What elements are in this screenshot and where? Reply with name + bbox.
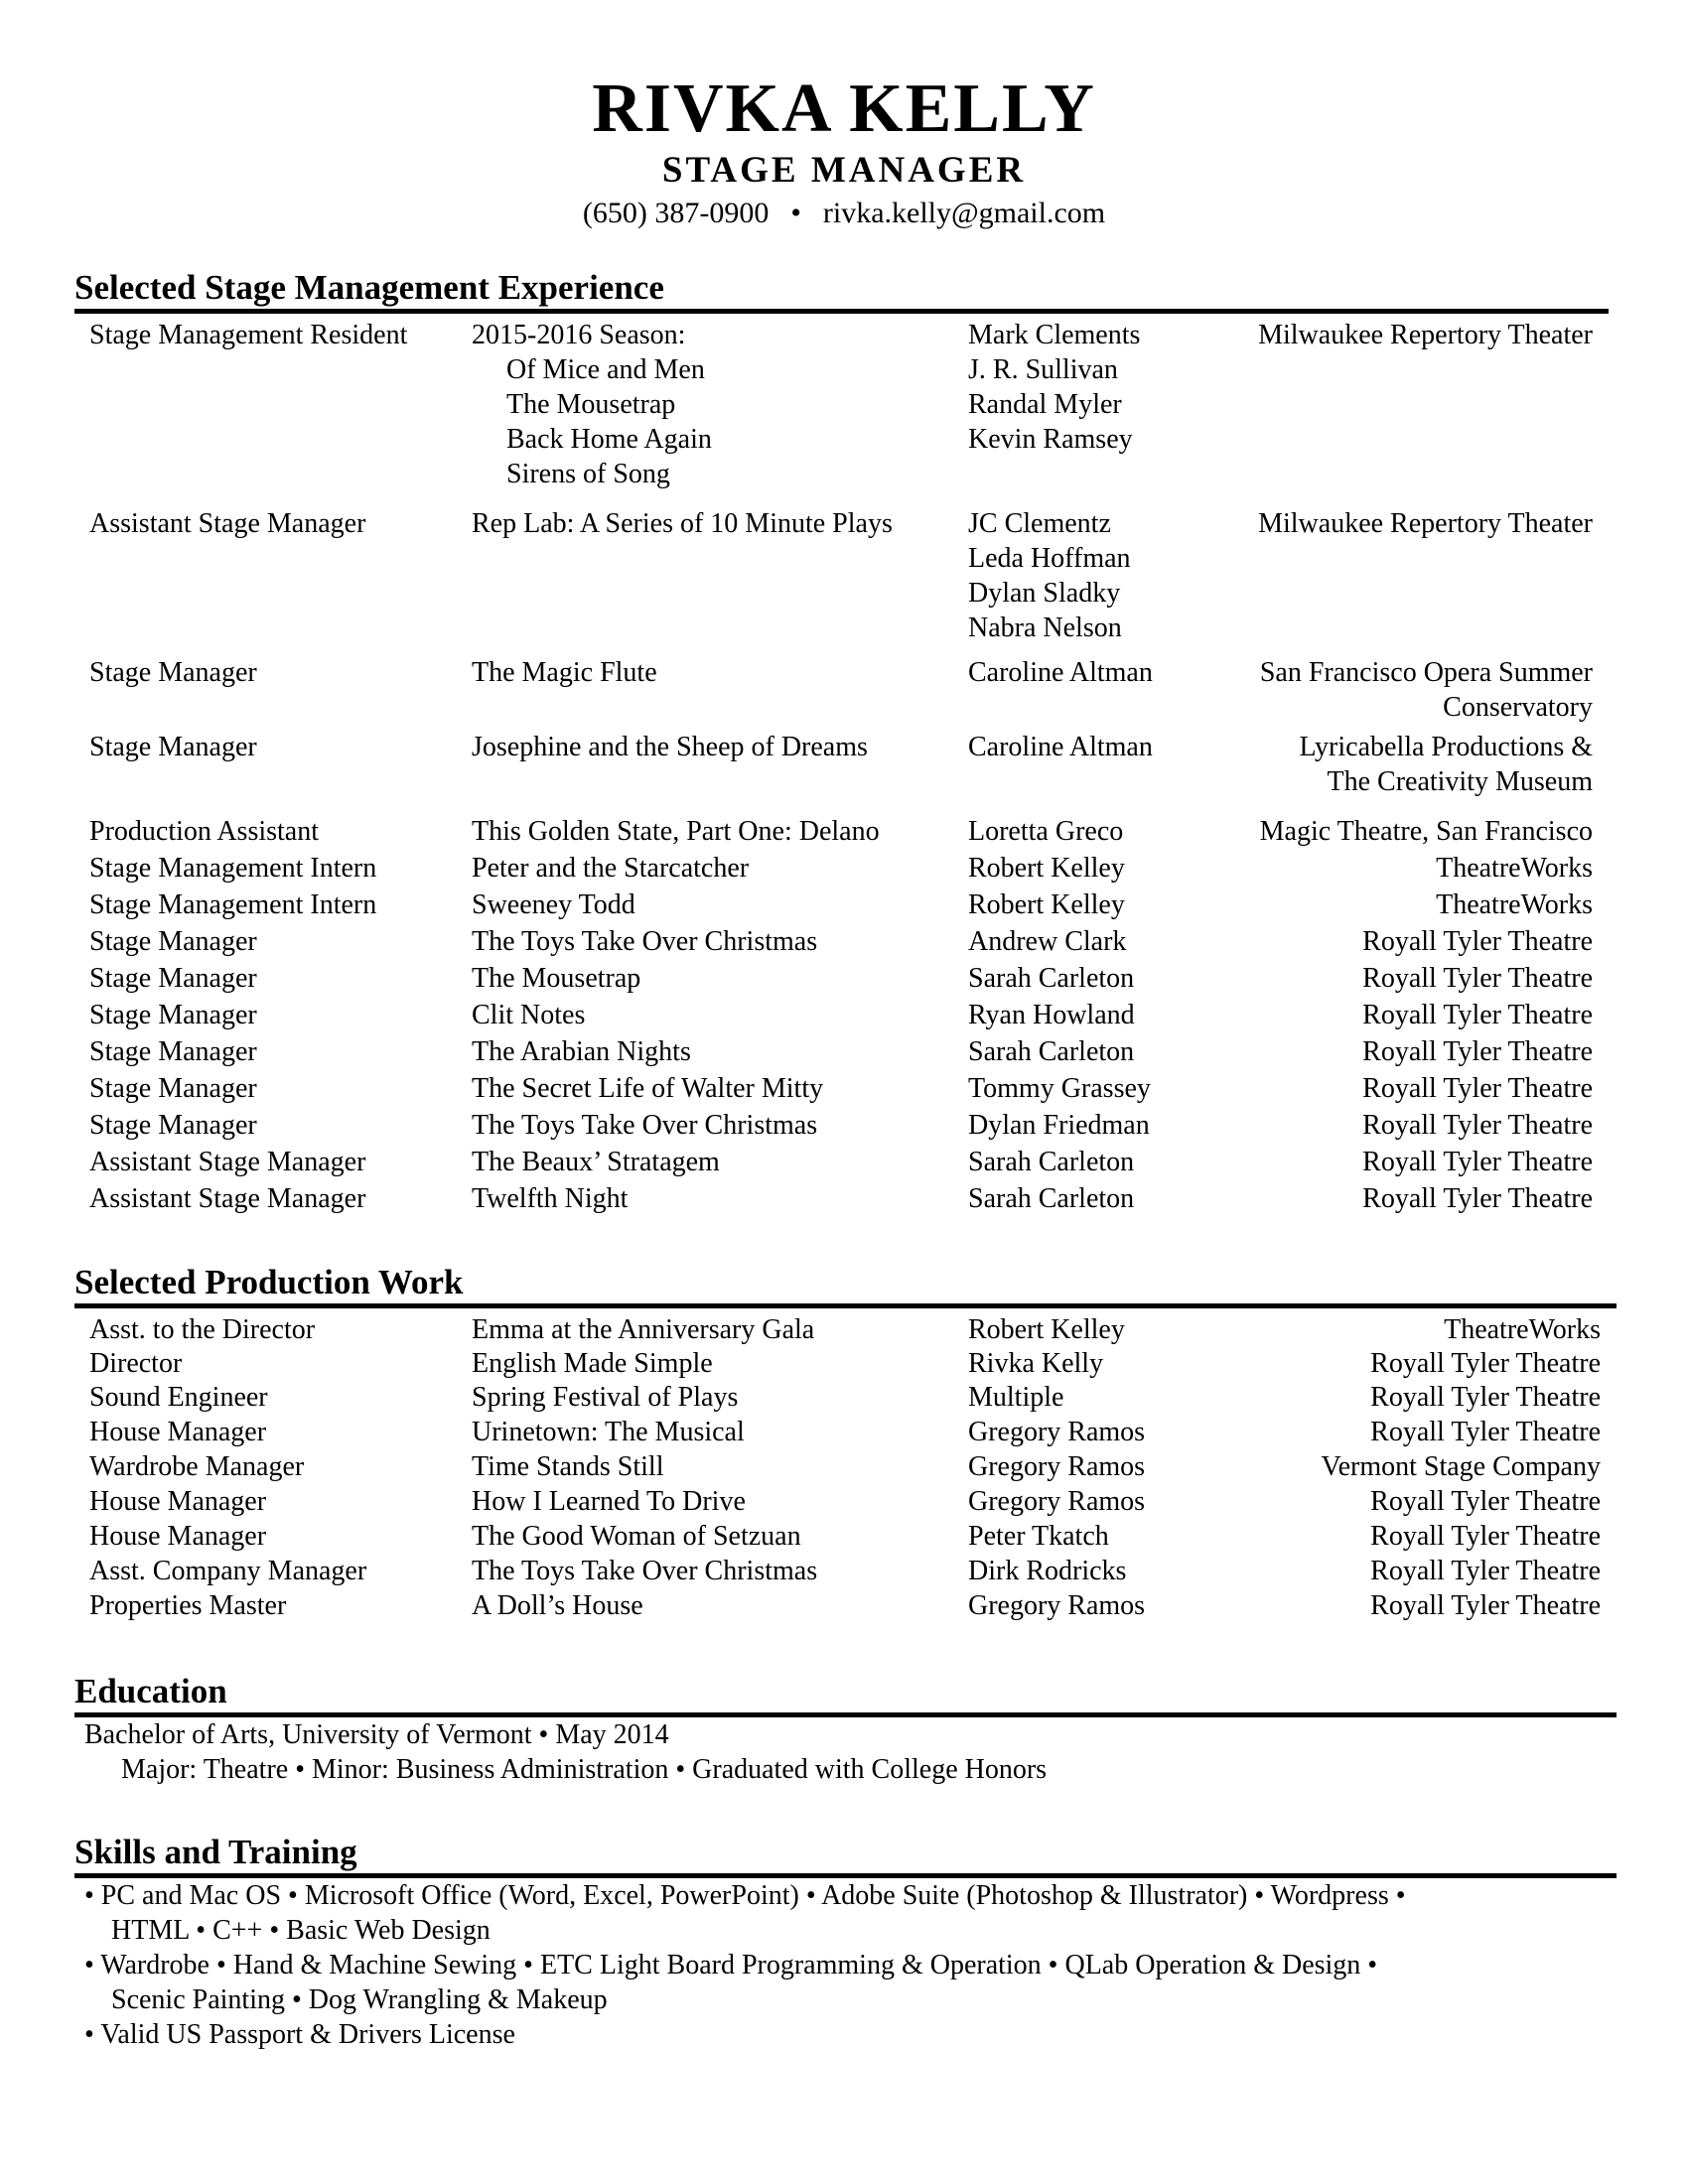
production-cell: Sweeney Todd xyxy=(472,889,635,920)
production-cell: Josephine and the Sheep of Dreams xyxy=(472,732,868,762)
table-row xyxy=(0,961,1688,997)
production-cell: A Doll’s House xyxy=(472,1590,643,1621)
production-cell: The Arabian Nights xyxy=(472,1036,691,1067)
table-row xyxy=(0,1071,1688,1107)
role-cell: Wardrobe Manager xyxy=(89,1451,305,1482)
role-cell: Assistant Stage Manager xyxy=(89,1147,366,1177)
table-row xyxy=(0,924,1688,960)
table-row xyxy=(0,1145,1688,1180)
role-cell: Assistant Stage Manager xyxy=(89,1183,366,1214)
skills-line: HTML • C++ • Basic Web Design xyxy=(111,1915,491,1946)
director-cell: Robert Kelley xyxy=(968,853,1125,884)
table-row xyxy=(0,1380,1688,1416)
production-cell: The Good Woman of Setzuan xyxy=(472,1521,801,1552)
director-cell: Gregory Ramos xyxy=(968,1486,1146,1517)
company-cell: Royall Tyler Theatre xyxy=(1362,1036,1593,1067)
table-row xyxy=(0,814,1688,850)
company-cell: Royall Tyler Theatre xyxy=(1362,1110,1593,1141)
production-cell: Time Stands Still xyxy=(472,1451,664,1482)
section-rule xyxy=(74,1303,1617,1308)
table-row xyxy=(0,1449,1688,1485)
director-cell: J. R. Sullivan xyxy=(968,354,1118,385)
production-cell: This Golden State, Part One: Delano xyxy=(472,816,880,847)
production-cell: The Mousetrap xyxy=(472,963,641,994)
company-cell: Royall Tyler Theatre xyxy=(1370,1348,1601,1379)
production-cell: English Made Simple xyxy=(472,1348,713,1379)
role-cell: Stage Manager xyxy=(89,926,257,957)
company-cell: Royall Tyler Theatre xyxy=(1370,1556,1601,1586)
company-cell: The Creativity Museum xyxy=(1327,766,1593,797)
director-cell: Randal Myler xyxy=(968,389,1122,420)
table-row xyxy=(0,655,1688,691)
table-row xyxy=(0,1588,1688,1624)
company-cell: Royall Tyler Theatre xyxy=(1370,1486,1601,1517)
role-cell: Stage Manager xyxy=(89,1000,257,1030)
role-cell: Stage Management Resident xyxy=(89,320,408,350)
skills-line: • PC and Mac OS • Microsoft Office (Word, Excel, PowerPoint) • Adobe Suite (Photoshop & Illustrator) • Wordpress • xyxy=(84,1880,1406,1911)
company-cell: Royall Tyler Theatre xyxy=(1362,1183,1593,1214)
skills-line: • Wardrobe • Hand & Machine Sewing • ETC Light Board Programming & Operation • QLab Operation & Design • xyxy=(84,1950,1378,1980)
role-cell: Asst. to the Director xyxy=(89,1314,316,1345)
table-row xyxy=(0,1108,1688,1144)
section-title-stage-management: Selected Stage Management Experience xyxy=(74,268,664,307)
skills-line: • Valid US Passport & Drivers License xyxy=(84,2019,515,2050)
role-cell: Stage Manager xyxy=(89,963,257,994)
director-cell: Robert Kelley xyxy=(968,889,1125,920)
production-cell: 2015-2016 Season: xyxy=(472,320,686,350)
director-cell: Gregory Ramos xyxy=(968,1590,1146,1621)
director-cell: JC Clementz xyxy=(968,508,1111,539)
company-cell: Vermont Stage Company xyxy=(1321,1451,1601,1482)
company-cell: TheatreWorks xyxy=(1436,889,1593,920)
role-cell: Stage Manager xyxy=(89,732,257,762)
director-cell: Sarah Carleton xyxy=(968,1147,1135,1177)
table-row xyxy=(0,611,1688,646)
table-row xyxy=(0,1484,1688,1520)
director-cell: Caroline Altman xyxy=(968,657,1153,688)
director-cell: Dylan Friedman xyxy=(968,1110,1150,1141)
production-cell: Back Home Again xyxy=(506,424,712,455)
production-cell: Spring Festival of Plays xyxy=(472,1382,739,1413)
director-cell: Kevin Ramsey xyxy=(968,424,1133,455)
director-cell: Leda Hoffman xyxy=(968,543,1131,574)
company-cell: Royall Tyler Theatre xyxy=(1362,1000,1593,1030)
production-cell: Peter and the Starcatcher xyxy=(472,853,750,884)
production-cell: Of Mice and Men xyxy=(506,354,705,385)
candidate-name: RIVKA KELLY xyxy=(592,70,1096,147)
production-cell: The Mousetrap xyxy=(506,389,676,420)
director-cell: Gregory Ramos xyxy=(968,1417,1146,1447)
company-cell: Royall Tyler Theatre xyxy=(1370,1382,1601,1413)
production-cell: Clit Notes xyxy=(472,1000,586,1030)
company-cell: TheatreWorks xyxy=(1436,853,1593,884)
table-row xyxy=(0,387,1688,423)
production-cell: Sirens of Song xyxy=(506,459,670,489)
table-row xyxy=(0,887,1688,923)
table-row xyxy=(0,576,1688,612)
role-cell: Stage Manager xyxy=(89,1073,257,1104)
director-cell: Sarah Carleton xyxy=(968,963,1135,994)
table-row xyxy=(0,1346,1688,1382)
table-row xyxy=(0,1519,1688,1555)
role-cell: Stage Management Intern xyxy=(89,889,377,920)
role-cell: House Manager xyxy=(89,1521,267,1552)
table-row xyxy=(0,1181,1688,1217)
table-row xyxy=(0,422,1688,458)
director-cell: Caroline Altman xyxy=(968,732,1153,762)
director-cell: Ryan Howland xyxy=(968,1000,1135,1030)
role-cell: Assistant Stage Manager xyxy=(89,508,366,539)
director-cell: Dylan Sladky xyxy=(968,578,1121,609)
role-cell: House Manager xyxy=(89,1486,267,1517)
company-cell: Conservatory xyxy=(1443,692,1593,723)
role-cell: Director xyxy=(89,1348,183,1379)
production-cell: The Beaux’ Stratagem xyxy=(472,1147,720,1177)
director-cell: Nabra Nelson xyxy=(968,613,1122,643)
table-row xyxy=(0,506,1688,542)
candidate-title: STAGE MANAGER xyxy=(661,150,1027,191)
director-cell: Gregory Ramos xyxy=(968,1451,1146,1482)
director-cell: Multiple xyxy=(968,1382,1064,1413)
company-cell: Royall Tyler Theatre xyxy=(1362,926,1593,957)
education-details: Major: Theatre • Minor: Business Administration • Graduated with College Honors xyxy=(121,1754,1048,1785)
production-cell: How I Learned To Drive xyxy=(472,1486,746,1517)
company-cell: Royall Tyler Theatre xyxy=(1370,1417,1601,1447)
table-row xyxy=(0,1312,1688,1348)
contact-separator: • xyxy=(790,197,801,229)
company-cell: Royall Tyler Theatre xyxy=(1370,1590,1601,1621)
section-title-production-work: Selected Production Work xyxy=(74,1263,464,1301)
director-cell: Robert Kelley xyxy=(968,1314,1125,1345)
production-cell: The Toys Take Over Christmas xyxy=(472,1110,818,1141)
skills-line: Scenic Painting • Dog Wrangling & Makeup xyxy=(111,1984,608,2015)
role-cell: Asst. Company Manager xyxy=(89,1556,367,1586)
role-cell: Stage Manager xyxy=(89,1036,257,1067)
director-cell: Andrew Clark xyxy=(968,926,1127,957)
education-degree: Bachelor of Arts, University of Vermont • May 2014 xyxy=(84,1719,669,1750)
role-cell: Production Assistant xyxy=(89,816,320,847)
production-cell: Urinetown: The Musical xyxy=(472,1417,745,1447)
director-cell: Rivka Kelly xyxy=(968,1348,1104,1379)
role-cell: Properties Master xyxy=(89,1590,287,1621)
production-cell: The Toys Take Over Christmas xyxy=(472,1556,818,1586)
company-cell: Royall Tyler Theatre xyxy=(1370,1521,1601,1552)
production-cell: The Toys Take Over Christmas xyxy=(472,926,818,957)
table-row xyxy=(0,541,1688,577)
table-row xyxy=(0,730,1688,765)
section-rule xyxy=(74,309,1609,314)
director-cell: Loretta Greco xyxy=(968,816,1124,847)
production-cell: Emma at the Anniversary Gala xyxy=(472,1314,815,1345)
role-cell: Stage Manager xyxy=(89,1110,257,1141)
section-title-education: Education xyxy=(74,1672,227,1710)
director-cell: Mark Clements xyxy=(968,320,1141,350)
contact-line xyxy=(0,195,1688,232)
company-cell: Royall Tyler Theatre xyxy=(1362,1147,1593,1177)
company-cell: Lyricabella Productions & xyxy=(1299,732,1593,762)
table-row xyxy=(0,318,1688,353)
company-cell: TheatreWorks xyxy=(1444,1314,1601,1345)
table-row xyxy=(0,1415,1688,1450)
table-row xyxy=(0,457,1688,492)
director-cell: Tommy Grassey xyxy=(968,1073,1151,1104)
director-cell: Sarah Carleton xyxy=(968,1036,1135,1067)
director-cell: Peter Tkatch xyxy=(968,1521,1109,1552)
role-cell: Stage Management Intern xyxy=(89,853,377,884)
company-cell: San Francisco Opera Summer xyxy=(1259,657,1593,688)
production-cell: The Magic Flute xyxy=(472,657,657,688)
company-cell: Royall Tyler Theatre xyxy=(1362,1073,1593,1104)
table-row xyxy=(0,764,1688,800)
phone-number: (650) 387-0900 xyxy=(582,197,770,229)
role-cell: Sound Engineer xyxy=(89,1382,268,1413)
production-cell: Twelfth Night xyxy=(472,1183,629,1214)
role-cell: House Manager xyxy=(89,1417,267,1447)
email-address: rivka.kelly@gmail.com xyxy=(822,197,1106,229)
production-cell: The Secret Life of Walter Mitty xyxy=(472,1073,824,1104)
production-cell: Rep Lab: A Series of 10 Minute Plays xyxy=(472,508,893,539)
role-cell: Stage Manager xyxy=(89,657,257,688)
company-cell: Royall Tyler Theatre xyxy=(1362,963,1593,994)
table-row xyxy=(0,690,1688,726)
director-cell: Sarah Carleton xyxy=(968,1183,1135,1214)
table-row xyxy=(0,1554,1688,1589)
section-title-skills: Skills and Training xyxy=(74,1833,357,1871)
table-row xyxy=(0,1034,1688,1070)
table-row xyxy=(0,998,1688,1033)
director-cell: Dirk Rodricks xyxy=(968,1556,1127,1586)
table-row xyxy=(0,851,1688,887)
company-cell: Milwaukee Repertory Theater xyxy=(1258,320,1593,350)
company-cell: Milwaukee Repertory Theater xyxy=(1258,508,1593,539)
table-row xyxy=(0,352,1688,388)
company-cell: Magic Theatre, San Francisco xyxy=(1259,816,1593,847)
